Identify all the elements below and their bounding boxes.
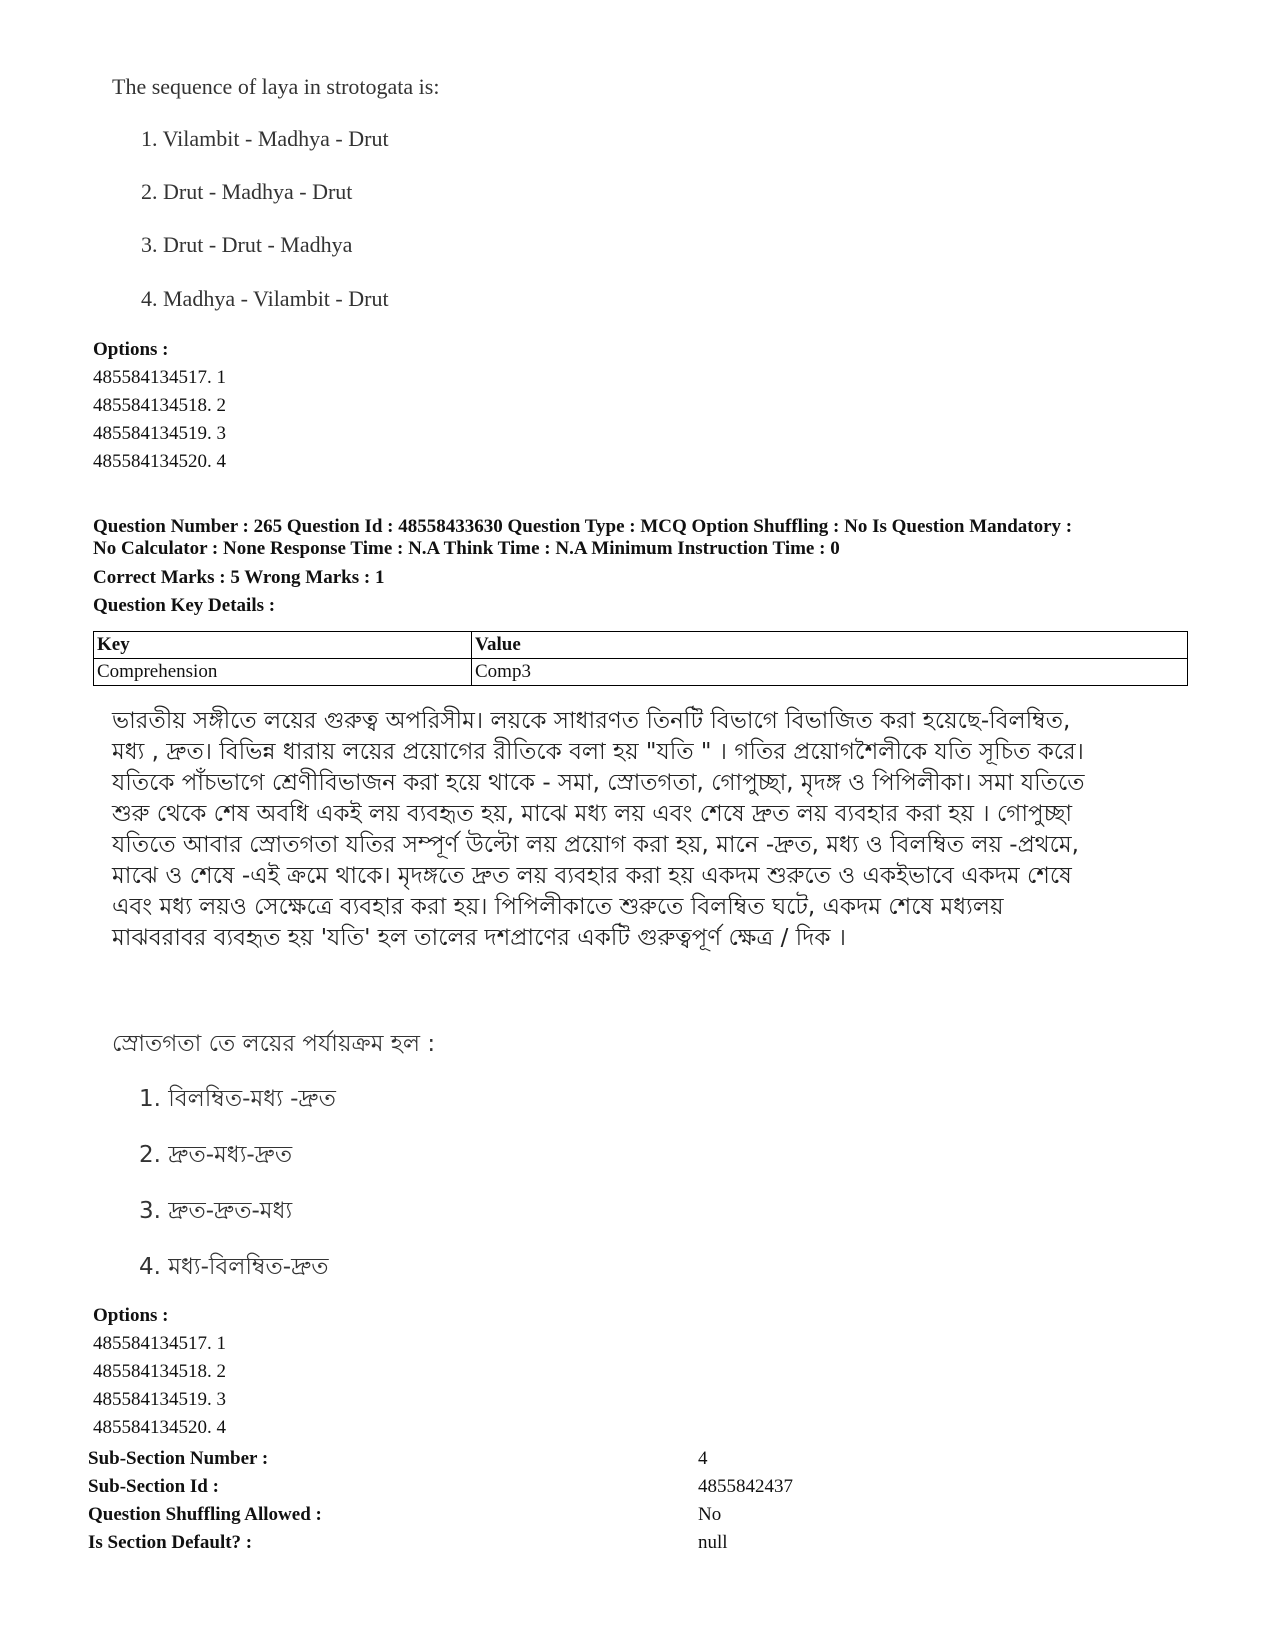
- choice-english-4: 4. Madhya - Vilambit - Drut: [141, 286, 389, 311]
- passage-line: মাঝে ও শেষে -এই ক্রমে থাকে। মৃদঙ্গতে দ্রুত লয় ব্যবহার করা হয় একদম শুরুতে ও একইভাবে একদম শেষে: [112, 863, 1072, 889]
- option-id-1: 485584134517. 1: [93, 367, 226, 388]
- question-shuffling-label: Question Shuffling Allowed :: [88, 1504, 322, 1525]
- table-header-row: [94, 632, 1188, 659]
- sub-section-number-value: 4: [698, 1448, 708, 1469]
- passage-line: মধ্য , দ্রুত। বিভিন্ন ধারায় লয়ের প্রয়োগের রীতিকে বলা হয় "যতি " । গতির প্রয়োগশৈলীকে যতি সূচিত করে।: [112, 739, 1084, 765]
- table-header-key: Key: [94, 632, 472, 659]
- question-meta-line-2: No Calculator : None Response Time : N.A Think Time : N.A Minimum Instruction Time : 0: [93, 538, 840, 559]
- sub-section-number-label: Sub-Section Number :: [88, 1448, 269, 1469]
- choice-bengali-1: 1. বিলম্বিত-মধ্য -দ্রুত: [139, 1086, 336, 1112]
- choice-bengali-3: 3. দ্রুত-দ্রুত-মধ্য: [139, 1198, 293, 1224]
- choice-english-1: 1. Vilambit - Madhya - Drut: [141, 126, 389, 151]
- option-id-2: 485584134518. 2: [93, 1361, 226, 1382]
- sub-section-id-label: Sub-Section Id :: [88, 1476, 219, 1497]
- passage-line: মাঝবরাবর ব্যবহৃত হয় 'যতি' হল তালের দশপ্রাণের একটি গুরুত্বপূর্ণ ক্ষেত্র / দিক ।: [112, 925, 846, 951]
- passage-line: শুরু থেকে শেষ অবধি একই লয় ব্যবহৃত হয়, মাঝে মধ্য লয় এবং শেষে দ্রুত লয় ব্যবহার করা হয় । গোপুচ্ছা: [112, 801, 1073, 827]
- table-cell-key: Comprehension: [94, 659, 472, 686]
- options-heading: Options :: [93, 1305, 169, 1326]
- choice-bengali-4: 4. মধ্য-বিলম্বিত-দ্রুত: [139, 1254, 329, 1280]
- question-stem-bengali: স্রোতগতা তে লয়ের পর্যায়ক্রম হল :: [112, 1031, 436, 1057]
- option-id-1: 485584134517. 1: [93, 1333, 226, 1354]
- sub-section-id-value: 4855842437: [698, 1476, 793, 1497]
- option-id-3: 485584134519. 3: [93, 1389, 226, 1410]
- passage-line: এবং মধ্য লয়ও সেক্ষেত্রে ব্যবহার করা হয়। পিপিলীকাতে শুরুতে বিলম্বিত ঘটে, একদম শেষে মধ্যলয়: [112, 894, 1004, 920]
- key-details-heading: Question Key Details :: [93, 595, 276, 616]
- option-id-4: 485584134520. 4: [93, 451, 226, 472]
- table-header-value: Value: [472, 632, 1188, 659]
- passage-line: যতিকে পাঁচভাগে শ্রেণীবিভাজন করা হয়ে থাকে - সমা, স্রোতগতা, গোপুচ্ছা, মৃদঙ্গ ও পিপিলীকা। সমা যতিতে: [112, 770, 1085, 796]
- marks-line: Correct Marks : 5 Wrong Marks : 1: [93, 567, 385, 588]
- section-default-value: null: [698, 1532, 728, 1553]
- comprehension-passage-bengali: [112, 706, 1212, 954]
- table-row: [94, 659, 1188, 686]
- choice-bengali-2: 2. দ্রুত-মধ্য-দ্রুত: [139, 1142, 293, 1168]
- options-heading: Options :: [93, 339, 169, 360]
- section-default-label: Is Section Default? :: [88, 1532, 253, 1553]
- passage-line: যতিতে আবার স্রোতগতা যতির সম্পূর্ণ উল্টো লয় প্রয়োগ করা হয়, মানে -দ্রুত, মধ্য ও বিলম্বিত লয় -প্রথমে,: [112, 832, 1079, 858]
- option-id-4: 485584134520. 4: [93, 1417, 226, 1438]
- question-meta-line-1: Question Number : 265 Question Id : 48558433630 Question Type : MCQ Option Shuffling : No Is Question Mandatory :: [93, 516, 1073, 537]
- option-id-2: 485584134518. 2: [93, 395, 226, 416]
- question-shuffling-value: No: [698, 1504, 722, 1525]
- question-stem-english: The sequence of laya in strotogata is:: [112, 74, 440, 99]
- table-cell-value: Comp3: [472, 659, 1188, 686]
- choice-english-2: 2. Drut - Madhya - Drut: [141, 179, 353, 204]
- choice-english-3: 3. Drut - Drut - Madhya: [141, 232, 353, 257]
- key-details-table: [93, 631, 1188, 686]
- passage-line: ভারতীয় সঙ্গীতে লয়ের গুরুত্ব অপরিসীম। লয়কে সাধারণত তিনটি বিভাগে বিভাজিত করা হয়েছে-বিলম্বিত,: [112, 708, 1071, 734]
- option-id-3: 485584134519. 3: [93, 423, 226, 444]
